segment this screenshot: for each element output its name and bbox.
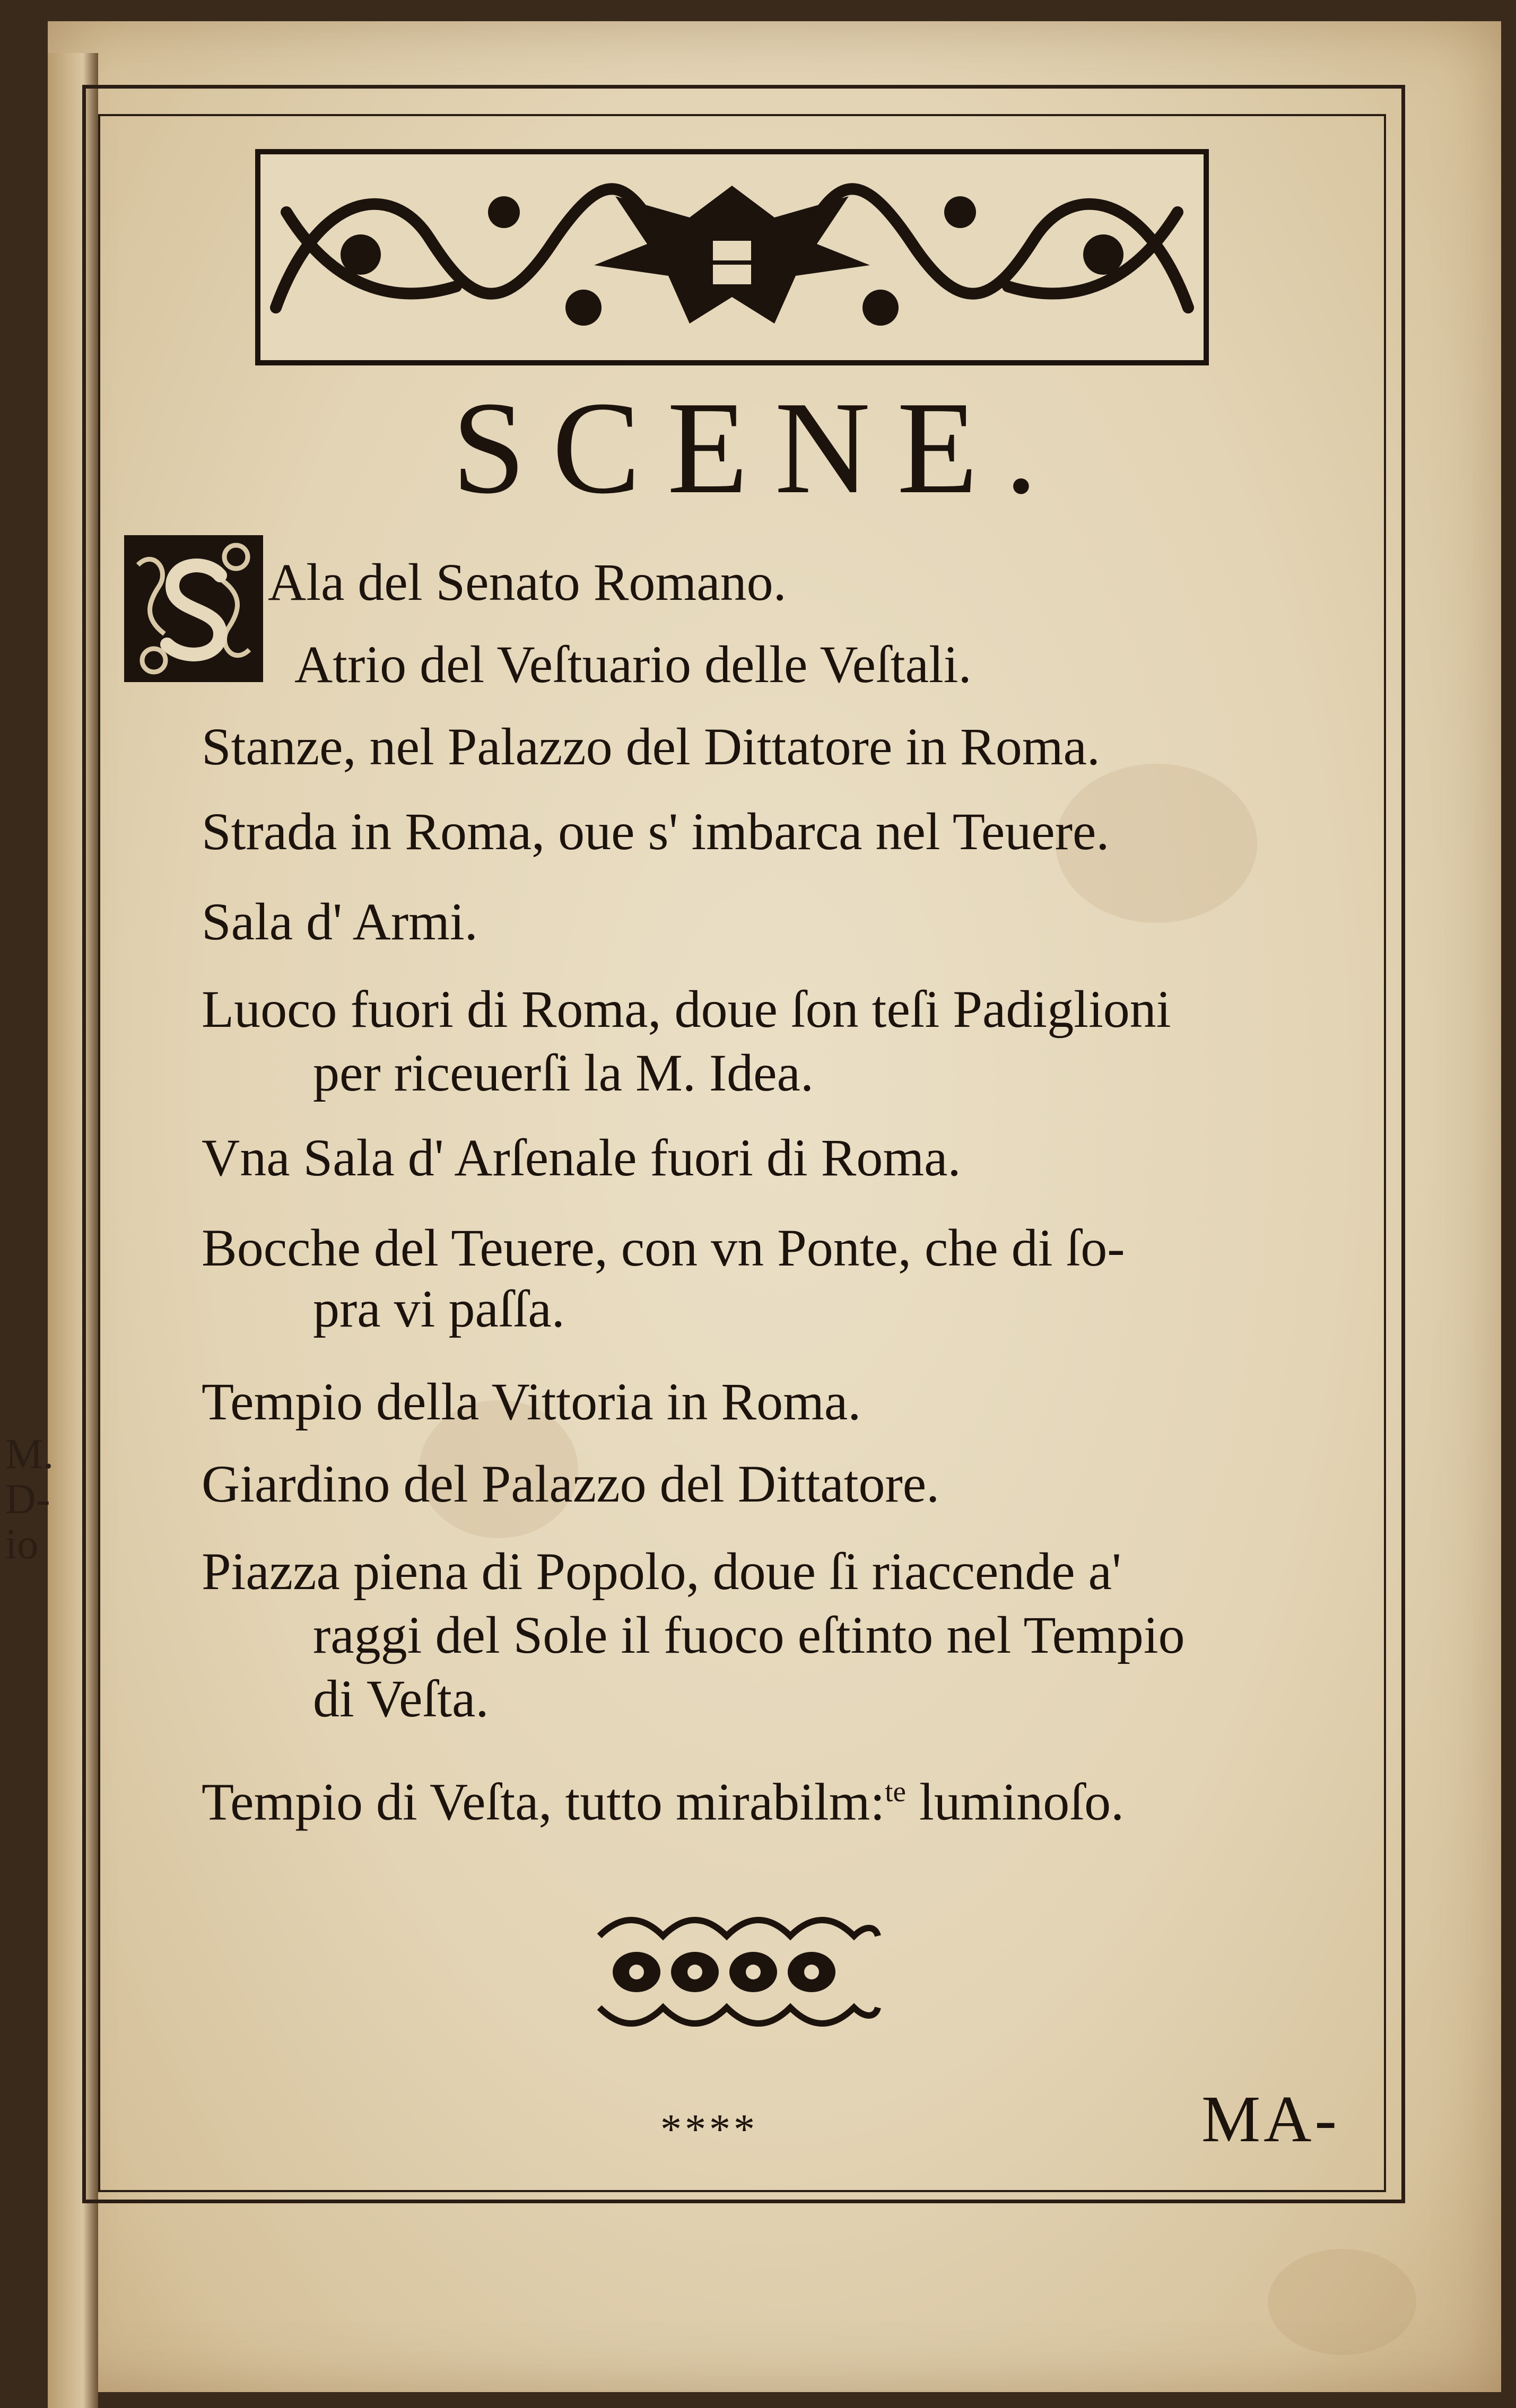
margin-fragment: D- xyxy=(5,1476,50,1523)
scene-line-continued: di Veſta. xyxy=(313,1669,489,1728)
facing-page-text-fragment xyxy=(5,1432,54,1567)
page-title: SCENE. xyxy=(451,374,1065,521)
scene-line: Luoco fuori di Roma, doue ſon teſi Padiglioni xyxy=(202,980,1171,1039)
scene-line xyxy=(202,1764,1124,1829)
scene-line: Bocche del Teuere, con vn Ponte, che di ſo- xyxy=(202,1218,1125,1277)
scene-line: Vna Sala d' Arſenale fuori di Roma. xyxy=(202,1128,961,1187)
scene-line: Sala d' Armi. xyxy=(202,892,478,951)
scene-line: Strada in Roma, oue s' imbarca nel Teuere. xyxy=(202,802,1110,861)
scene-line: Piazza piena di Popolo, doue ſi riaccende a' xyxy=(202,1542,1122,1601)
superscript-abbrev: te xyxy=(885,1775,906,1808)
scene-line: Giardino del Palazzo del Dittatore. xyxy=(202,1454,940,1513)
scene-text: luminoſo. xyxy=(905,1772,1125,1831)
tailpiece-ornament-icon xyxy=(589,1915,886,2029)
scene-text: Tempio di Veſta, tutto mirabilm: xyxy=(202,1772,885,1831)
scene-line-continued: per riceuerſi la M. Idea. xyxy=(313,1043,814,1102)
catchword: MA- xyxy=(1201,2083,1340,2156)
margin-fragment: M. xyxy=(5,1431,54,1478)
scene-line: Ala del Senato Romano. xyxy=(268,553,787,612)
scene-line-continued: pra vi paſſa. xyxy=(313,1279,565,1338)
scene-line: Tempio della Vittoria in Roma. xyxy=(202,1372,861,1431)
signature-mark: **** xyxy=(660,2106,758,2153)
decorated-initial-icon xyxy=(122,533,265,684)
margin-fragment: io xyxy=(5,1521,39,1568)
scene-line: Atrio del Veſtuario delle Veſtali. xyxy=(294,635,972,694)
woodcut-headpiece-icon xyxy=(255,149,1209,366)
paper-stain xyxy=(1268,2249,1416,2355)
scene-line-continued: raggi del Sole il fuoco eſtinto nel Tempio xyxy=(313,1606,1185,1664)
scene-line: Stanze, nel Palazzo del Dittatore in Roma. xyxy=(202,717,1100,776)
